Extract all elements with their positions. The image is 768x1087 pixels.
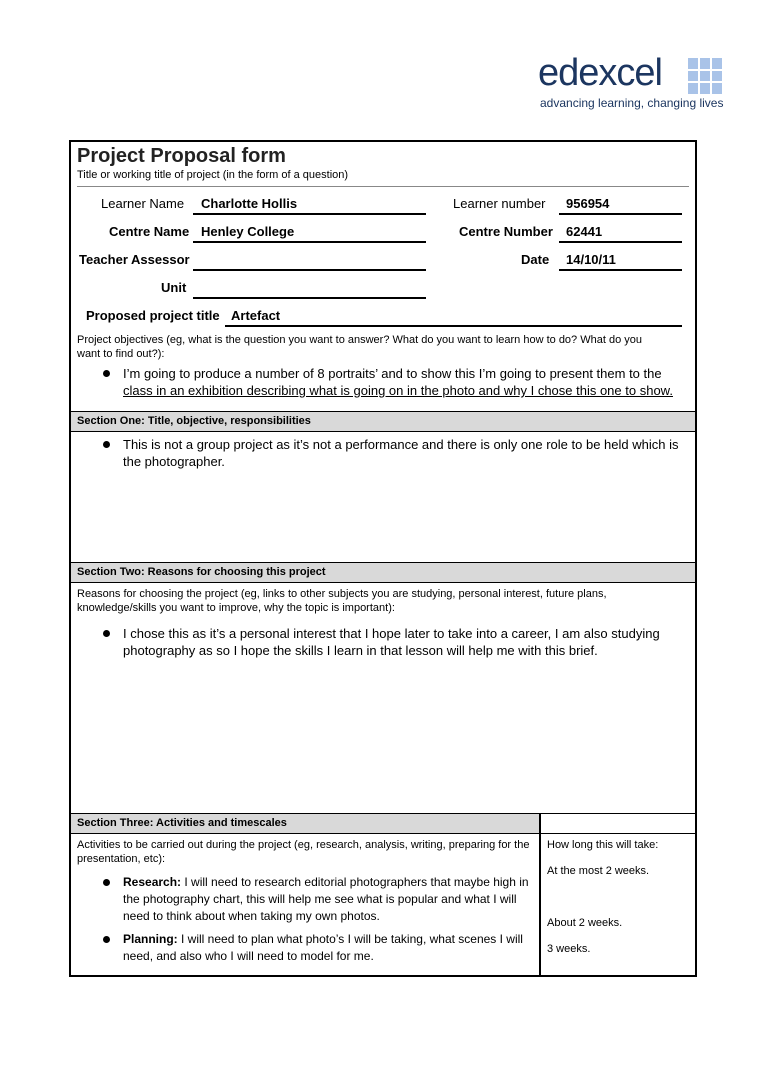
section-three-header: Section Three: Activities and timescales [71,813,541,834]
unit-label: Unit [161,280,187,295]
learner-row [71,189,695,217]
divider [77,186,689,187]
section-two-prompt: Reasons for choosing the project (eg, links to other subjects you are studying, personal interest, future plans, knowledge/skills you want to improve, why the topic is important): [77,588,607,614]
centre-row [71,217,695,245]
objectives-prompt: Project objectives (eg, what is the question you want to answer? What do you want to learn how to do? What do you [77,334,642,346]
time-2: About 2 weeks. [547,917,623,929]
bullet-icon [103,370,110,377]
time-research: At the most 2 weeks. [547,865,650,877]
time-header: How long this will take: [547,839,659,851]
activity-research: Research: I will need to research editorial photographers that maybe high in the photography chart, this will help me see what is popular and what I will need to think about when taking my own photos. [123,875,529,923]
section-three-prompt: Activities to be carried out during the project (eg, research, analysis, writing, preparing for the presentation, etc): [77,839,530,865]
learner-number-value[interactable]: 956954 [566,196,610,211]
activity-planning: Planning: I will need to plan what photo’s I will be taking, what scenes I will need, and also who I will need to model for me. [123,932,523,963]
logo-grid-icon [688,58,724,94]
learner-name-value[interactable]: Charlotte Hollis [201,196,298,211]
date-label: Date [521,252,550,267]
centre-name-label: Centre Name [109,224,190,239]
bullet-icon [103,630,110,637]
objectives-block [71,329,695,411]
section-two-header: Section Two: Reasons for choosing this project [71,562,695,583]
centre-name-value[interactable]: Henley College [201,224,295,239]
proposed-title-value[interactable]: Artefact [231,308,281,323]
title-prompt: Title or working title of project (in the form of a question) [77,169,349,181]
teacher-assessor-label: Teacher Assessor [79,252,190,267]
objectives-prompt-2: want to find out?): [77,348,165,360]
teacher-row [71,245,695,273]
bullet-icon [103,441,110,448]
form-border [69,140,697,977]
section-one-text: This is not a group project as it’s not a performance and there is only one role to be held which is the photographer. [123,437,679,469]
proposed-title-label: Proposed project title [86,308,220,323]
logo-name: edexcel [538,52,662,94]
bullet-icon [103,879,110,886]
date-value[interactable]: 14/10/11 [566,252,616,267]
proposed-title-row [71,301,695,329]
objective-text: I’m going to produce a number of 8 portraits’ and to show this I’m going to present them to the [123,366,662,381]
activities-column [71,834,541,975]
page-title: Project Proposal form [77,145,286,167]
time-column [541,834,695,975]
centre-number-label: Centre Number [459,224,553,239]
time-3: 3 weeks. [547,943,591,955]
objective-text-2: class in an exhibition describing what is going on in the photo and why I chose this one to show. [123,383,673,398]
bullet-icon [103,936,110,943]
section-one-header: Section One: Title, objective, responsibilities [71,411,695,432]
centre-number-value[interactable]: 62441 [566,224,603,239]
learner-name-label: Learner Name [101,196,185,211]
section-two-text: I chose this as it’s a personal interest that I hope later to take into a career, I am also studying photography as so I hope the skills I learn in that lesson will help me with this brief. [123,626,660,658]
learner-number-label: Learner number [453,196,546,211]
logo-tagline: advancing learning, changing lives [540,96,724,110]
section-three-body [71,834,695,975]
unit-row [71,273,695,301]
